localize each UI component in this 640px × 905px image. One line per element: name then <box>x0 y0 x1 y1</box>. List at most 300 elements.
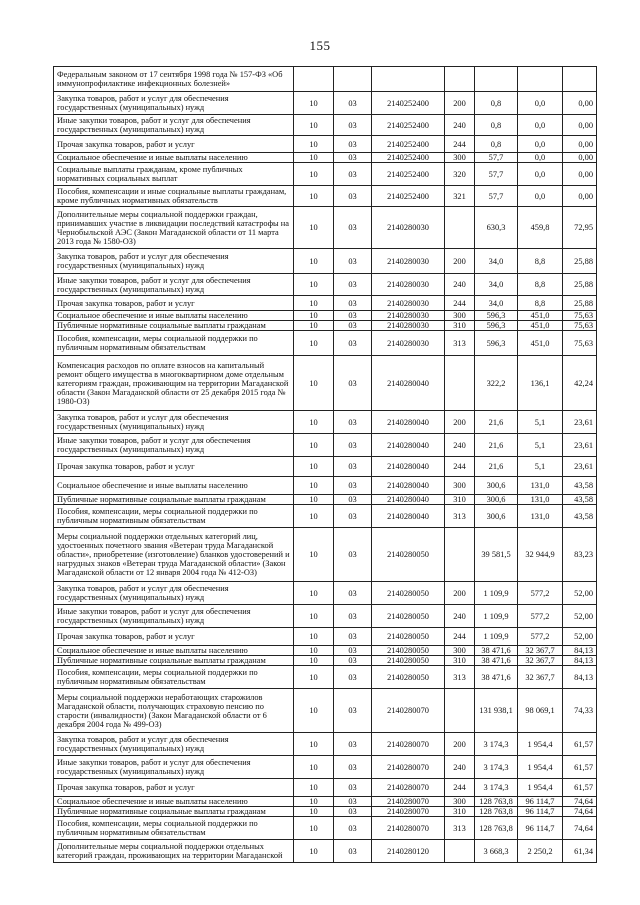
subsection-code-cell: 03 <box>334 756 372 779</box>
actual-amount-cell: 96 114,7 <box>518 807 563 817</box>
subsection-code-cell: 03 <box>334 505 372 528</box>
actual-amount-cell: 0,0 <box>518 136 563 153</box>
table-row <box>54 797 597 807</box>
actual-amount-cell: 5,1 <box>518 434 563 457</box>
execution-percent-cell: 0,00 <box>563 115 597 136</box>
planned-amount-cell: 38 471,6 <box>475 656 518 666</box>
execution-percent-cell: 61,57 <box>563 779 597 797</box>
execution-percent-cell: 25,88 <box>563 274 597 296</box>
expense-name-cell: Закупка товаров, работ и услуг для обеспечения государственных (муниципальных) нужд <box>54 92 294 115</box>
expense-name-cell: Иные закупки товаров, работ и услуг для обеспечения государственных (муниципальных) нужд <box>54 274 294 296</box>
planned-amount-cell: 322,2 <box>475 356 518 411</box>
subsection-code-cell: 03 <box>334 797 372 807</box>
actual-amount-cell: 1 954,4 <box>518 756 563 779</box>
table-row <box>54 207 597 249</box>
expense-type-code-cell: 300 <box>445 153 475 163</box>
execution-percent-cell: 61,57 <box>563 756 597 779</box>
subsection-code-cell: 03 <box>334 457 372 477</box>
section-code-cell: 10 <box>294 689 334 733</box>
subsection-code-cell: 03 <box>334 411 372 434</box>
expense-name-cell: Пособия, компенсации, меры социальной поддержки по публичным нормативным обязательствам <box>54 666 294 689</box>
planned-amount-cell: 38 471,6 <box>475 646 518 656</box>
target-article-code-cell: 2140280040 <box>372 505 445 528</box>
actual-amount-cell: 136,1 <box>518 356 563 411</box>
actual-amount-cell: 8,8 <box>518 296 563 311</box>
subsection-code-cell: 03 <box>334 207 372 249</box>
table-row <box>54 646 597 656</box>
expense-type-code-cell: 240 <box>445 605 475 628</box>
execution-percent-cell: 74,64 <box>563 797 597 807</box>
planned-amount-cell: 1 109,9 <box>475 605 518 628</box>
section-code-cell: 10 <box>294 411 334 434</box>
planned-amount-cell: 3 174,3 <box>475 733 518 756</box>
planned-amount-cell: 3 668,3 <box>475 840 518 863</box>
expense-name-cell: Публичные нормативные социальные выплаты гражданам <box>54 807 294 817</box>
expense-type-code-cell <box>445 207 475 249</box>
table-row <box>54 779 597 797</box>
expense-type-code-cell: 240 <box>445 115 475 136</box>
subsection-code-cell: 03 <box>334 296 372 311</box>
section-code-cell: 10 <box>294 666 334 689</box>
target-article-code-cell: 2140280030 <box>372 274 445 296</box>
expense-type-code-cell: 310 <box>445 807 475 817</box>
table-row <box>54 528 597 582</box>
section-code-cell: 10 <box>294 434 334 457</box>
table-row <box>54 582 597 605</box>
planned-amount-cell: 300,6 <box>475 477 518 495</box>
execution-percent-cell: 75,63 <box>563 331 597 356</box>
execution-percent-cell: 23,61 <box>563 411 597 434</box>
execution-percent-cell: 84,13 <box>563 656 597 666</box>
target-article-code-cell: 2140280030 <box>372 331 445 356</box>
section-code-cell: 10 <box>294 457 334 477</box>
actual-amount-cell: 451,0 <box>518 311 563 321</box>
subsection-code-cell: 03 <box>334 689 372 733</box>
expense-type-code-cell <box>445 528 475 582</box>
subsection-code-cell: 03 <box>334 115 372 136</box>
target-article-code-cell: 2140280070 <box>372 689 445 733</box>
subsection-code-cell: 03 <box>334 528 372 582</box>
expense-type-code-cell: 313 <box>445 817 475 840</box>
actual-amount-cell: 577,2 <box>518 628 563 646</box>
table-row <box>54 807 597 817</box>
table-row <box>54 495 597 505</box>
expense-type-code-cell: 240 <box>445 434 475 457</box>
section-code-cell: 10 <box>294 163 334 186</box>
table-row <box>54 92 597 115</box>
target-article-code-cell: 2140280040 <box>372 356 445 411</box>
execution-percent-cell: 74,33 <box>563 689 597 733</box>
planned-amount-cell: 34,0 <box>475 249 518 274</box>
expense-type-code-cell: 200 <box>445 411 475 434</box>
expense-type-code-cell <box>445 689 475 733</box>
subsection-code-cell: 03 <box>334 656 372 666</box>
expense-name-cell: Прочая закупка товаров, работ и услуг <box>54 457 294 477</box>
section-code-cell: 10 <box>294 656 334 666</box>
section-code-cell: 10 <box>294 733 334 756</box>
actual-amount-cell: 131,0 <box>518 505 563 528</box>
planned-amount-cell: 57,7 <box>475 186 518 207</box>
target-article-code-cell: 2140280040 <box>372 477 445 495</box>
expense-name-cell: Иные закупки товаров, работ и услуг для обеспечения государственных (муниципальных) нужд <box>54 115 294 136</box>
execution-percent-cell: 74,64 <box>563 817 597 840</box>
target-article-code-cell: 2140280070 <box>372 733 445 756</box>
planned-amount-cell: 38 471,6 <box>475 666 518 689</box>
target-article-code-cell: 2140280040 <box>372 457 445 477</box>
target-article-code-cell: 2140280070 <box>372 779 445 797</box>
subsection-code-cell: 03 <box>334 477 372 495</box>
target-article-code-cell: 2140280030 <box>372 207 445 249</box>
table-row <box>54 249 597 274</box>
table-row <box>54 817 597 840</box>
target-article-code-cell: 2140280050 <box>372 582 445 605</box>
execution-percent-cell: 25,88 <box>563 296 597 311</box>
table-row <box>54 605 597 628</box>
target-article-code-cell: 2140280040 <box>372 411 445 434</box>
expense-name-cell: Социальное обеспечение и иные выплаты населению <box>54 153 294 163</box>
expense-name-cell: Иные закупки товаров, работ и услуг для обеспечения государственных (муниципальных) нужд <box>54 605 294 628</box>
table-row <box>54 136 597 153</box>
expense-type-code-cell: 310 <box>445 321 475 331</box>
section-code-cell: 10 <box>294 817 334 840</box>
actual-amount-cell: 96 114,7 <box>518 817 563 840</box>
subsection-code-cell: 03 <box>334 311 372 321</box>
expense-name-cell: Пособия, компенсации и иные социальные выплаты гражданам, кроме публичных нормативных обязательств <box>54 186 294 207</box>
expense-type-code-cell: 244 <box>445 136 475 153</box>
table-row <box>54 505 597 528</box>
subsection-code-cell: 03 <box>334 605 372 628</box>
section-code-cell: 10 <box>294 756 334 779</box>
planned-amount-cell <box>475 67 518 92</box>
expense-name-cell: Публичные нормативные социальные выплаты гражданам <box>54 656 294 666</box>
section-code-cell: 10 <box>294 186 334 207</box>
section-code-cell: 10 <box>294 274 334 296</box>
target-article-code-cell: 2140280070 <box>372 807 445 817</box>
subsection-code-cell: 03 <box>334 733 372 756</box>
section-code-cell: 10 <box>294 331 334 356</box>
table-row <box>54 434 597 457</box>
section-code-cell: 10 <box>294 115 334 136</box>
expense-name-cell: Меры социальной поддержки отдельных категорий лиц, удостоенных почетного звания «Ветеран труда Магаданской области», приобретение (изготовление) бланков удостоверений и нагрудных знаков «Ветеран труда Магаданской области» (Закон Магаданской области от 12 января 2004 года № 412-ОЗ) <box>54 528 294 582</box>
execution-percent-cell: 25,88 <box>563 249 597 274</box>
target-article-code-cell: 2140280040 <box>372 495 445 505</box>
execution-percent-cell: 43,58 <box>563 495 597 505</box>
expense-type-code-cell: 200 <box>445 92 475 115</box>
expense-name-cell: Социальные выплаты гражданам, кроме публичных нормативных социальных выплат <box>54 163 294 186</box>
section-code-cell: 10 <box>294 153 334 163</box>
expense-type-code-cell: 300 <box>445 797 475 807</box>
target-article-code-cell: 2140252400 <box>372 163 445 186</box>
subsection-code-cell: 03 <box>334 779 372 797</box>
expense-type-code-cell: 200 <box>445 733 475 756</box>
actual-amount-cell: 131,0 <box>518 495 563 505</box>
target-article-code-cell: 2140280070 <box>372 797 445 807</box>
actual-amount-cell: 8,8 <box>518 249 563 274</box>
expense-type-code-cell: 244 <box>445 457 475 477</box>
planned-amount-cell: 21,6 <box>475 411 518 434</box>
section-code-cell: 10 <box>294 249 334 274</box>
target-article-code-cell: 2140280040 <box>372 434 445 457</box>
planned-amount-cell: 57,7 <box>475 163 518 186</box>
expense-name-cell: Прочая закупка товаров, работ и услуг <box>54 779 294 797</box>
execution-percent-cell: 0,00 <box>563 153 597 163</box>
subsection-code-cell: 03 <box>334 136 372 153</box>
execution-percent-cell: 23,61 <box>563 457 597 477</box>
execution-percent-cell: 52,00 <box>563 628 597 646</box>
section-code-cell: 10 <box>294 582 334 605</box>
section-code-cell: 10 <box>294 477 334 495</box>
expense-name-cell: Иные закупки товаров, работ и услуг для обеспечения государственных (муниципальных) нужд <box>54 434 294 457</box>
expense-name-cell: Пособия, компенсации, меры социальной поддержки по публичным нормативным обязательствам <box>54 331 294 356</box>
expense-type-code-cell: 310 <box>445 656 475 666</box>
expense-name-cell: Социальное обеспечение и иные выплаты населению <box>54 311 294 321</box>
actual-amount-cell: 0,0 <box>518 163 563 186</box>
actual-amount-cell: 32 367,7 <box>518 646 563 656</box>
table-row <box>54 296 597 311</box>
target-article-code-cell: 2140280030 <box>372 321 445 331</box>
expense-name-cell: Прочая закупка товаров, работ и услуг <box>54 136 294 153</box>
section-code-cell: 10 <box>294 807 334 817</box>
subsection-code-cell: 03 <box>334 646 372 656</box>
planned-amount-cell: 300,6 <box>475 505 518 528</box>
target-article-code-cell: 2140280050 <box>372 656 445 666</box>
section-code-cell: 10 <box>294 296 334 311</box>
subsection-code-cell: 03 <box>334 356 372 411</box>
expense-name-cell: Компенсация расходов по оплате взносов на капитальный ремонт общего имущества в многоквартирном доме отдельным категориям граждан, проживающим на территории Магаданской области (Закон Магаданской области от 25 декабря 2015 года № 1980-ОЗ) <box>54 356 294 411</box>
table-row <box>54 628 597 646</box>
expense-type-code-cell: 300 <box>445 646 475 656</box>
target-article-code-cell: 2140280050 <box>372 666 445 689</box>
section-code-cell: 10 <box>294 840 334 863</box>
table-row <box>54 163 597 186</box>
expense-type-code-cell: 244 <box>445 296 475 311</box>
target-article-code-cell: 2140280050 <box>372 646 445 656</box>
expense-type-code-cell: 200 <box>445 249 475 274</box>
section-code-cell: 10 <box>294 311 334 321</box>
expense-type-code-cell: 240 <box>445 756 475 779</box>
target-article-code-cell: 2140252400 <box>372 136 445 153</box>
execution-percent-cell: 43,58 <box>563 505 597 528</box>
page-number: 155 <box>309 38 331 53</box>
planned-amount-cell: 39 581,5 <box>475 528 518 582</box>
expense-type-code-cell: 300 <box>445 477 475 495</box>
target-article-code-cell: 2140280120 <box>372 840 445 863</box>
expense-name-cell: Дополнительные меры социальной поддержки отдельных категорий граждан, проживающих на территории Магаданской <box>54 840 294 863</box>
actual-amount-cell <box>518 67 563 92</box>
target-article-code-cell: 2140252400 <box>372 92 445 115</box>
actual-amount-cell: 32 367,7 <box>518 666 563 689</box>
target-article-code-cell: 2140252400 <box>372 153 445 163</box>
section-code-cell: 10 <box>294 321 334 331</box>
actual-amount-cell: 1 954,4 <box>518 733 563 756</box>
expense-name-cell: Публичные нормативные социальные выплаты гражданам <box>54 321 294 331</box>
actual-amount-cell: 1 954,4 <box>518 779 563 797</box>
actual-amount-cell: 459,8 <box>518 207 563 249</box>
execution-percent-cell: 74,64 <box>563 807 597 817</box>
target-article-code-cell: 2140280070 <box>372 756 445 779</box>
target-article-code-cell: 2140280050 <box>372 605 445 628</box>
planned-amount-cell: 3 174,3 <box>475 756 518 779</box>
expense-type-code-cell: 313 <box>445 505 475 528</box>
expense-type-code-cell: 320 <box>445 163 475 186</box>
actual-amount-cell: 0,0 <box>518 186 563 207</box>
table-row <box>54 756 597 779</box>
expense-name-cell: Закупка товаров, работ и услуг для обеспечения государственных (муниципальных) нужд <box>54 249 294 274</box>
planned-amount-cell: 596,3 <box>475 331 518 356</box>
expense-type-code-cell: 200 <box>445 582 475 605</box>
target-article-code-cell: 2140280030 <box>372 296 445 311</box>
target-article-code-cell: 2140280030 <box>372 311 445 321</box>
table-row <box>54 411 597 434</box>
expense-name-cell: Публичные нормативные социальные выплаты гражданам <box>54 495 294 505</box>
subsection-code-cell <box>334 67 372 92</box>
actual-amount-cell: 8,8 <box>518 274 563 296</box>
planned-amount-cell: 1 109,9 <box>475 628 518 646</box>
actual-amount-cell: 32 944,9 <box>518 528 563 582</box>
execution-percent-cell: 52,00 <box>563 605 597 628</box>
subsection-code-cell: 03 <box>334 92 372 115</box>
target-article-code-cell: 2140280050 <box>372 528 445 582</box>
subsection-code-cell: 03 <box>334 249 372 274</box>
actual-amount-cell: 131,0 <box>518 477 563 495</box>
section-code-cell: 10 <box>294 505 334 528</box>
planned-amount-cell: 596,3 <box>475 321 518 331</box>
planned-amount-cell: 0,8 <box>475 115 518 136</box>
subsection-code-cell: 03 <box>334 274 372 296</box>
table-row <box>54 311 597 321</box>
planned-amount-cell: 596,3 <box>475 311 518 321</box>
planned-amount-cell: 300,6 <box>475 495 518 505</box>
expense-name-cell: Социальное обеспечение и иные выплаты населению <box>54 646 294 656</box>
subsection-code-cell: 03 <box>334 628 372 646</box>
expense-type-code-cell: 244 <box>445 779 475 797</box>
execution-percent-cell: 84,13 <box>563 646 597 656</box>
section-code-cell <box>294 67 334 92</box>
execution-percent-cell: 75,63 <box>563 311 597 321</box>
section-code-cell: 10 <box>294 779 334 797</box>
actual-amount-cell: 2 250,2 <box>518 840 563 863</box>
execution-percent-cell <box>563 67 597 92</box>
execution-percent-cell: 0,00 <box>563 136 597 153</box>
planned-amount-cell: 128 763,8 <box>475 807 518 817</box>
expense-type-code-cell: 313 <box>445 666 475 689</box>
planned-amount-cell: 128 763,8 <box>475 817 518 840</box>
section-code-cell: 10 <box>294 136 334 153</box>
planned-amount-cell: 1 109,9 <box>475 582 518 605</box>
expense-name-cell: Закупка товаров, работ и услуг для обеспечения государственных (муниципальных) нужд <box>54 411 294 434</box>
actual-amount-cell: 0,0 <box>518 153 563 163</box>
planned-amount-cell: 21,6 <box>475 457 518 477</box>
execution-percent-cell: 61,57 <box>563 733 597 756</box>
target-article-code-cell: 2140252400 <box>372 186 445 207</box>
expense-name-cell: Дополнительные меры социальной поддержки граждан, принимавших участие в ликвидации последствий катастрофы на Чернобыльской АЭС (Закон Магаданской области от 11 марта 2013 года № 1580-ОЗ) <box>54 207 294 249</box>
target-article-code-cell <box>372 67 445 92</box>
actual-amount-cell: 451,0 <box>518 331 563 356</box>
table-row <box>54 67 597 92</box>
actual-amount-cell: 451,0 <box>518 321 563 331</box>
subsection-code-cell: 03 <box>334 331 372 356</box>
planned-amount-cell: 630,3 <box>475 207 518 249</box>
table-row <box>54 666 597 689</box>
planned-amount-cell: 0,8 <box>475 92 518 115</box>
table-row <box>54 477 597 495</box>
subsection-code-cell: 03 <box>334 817 372 840</box>
planned-amount-cell: 0,8 <box>475 136 518 153</box>
execution-percent-cell: 42,24 <box>563 356 597 411</box>
table-row <box>54 321 597 331</box>
planned-amount-cell: 34,0 <box>475 296 518 311</box>
execution-percent-cell: 43,58 <box>563 477 597 495</box>
expense-type-code-cell: 240 <box>445 274 475 296</box>
subsection-code-cell: 03 <box>334 807 372 817</box>
execution-percent-cell: 83,23 <box>563 528 597 582</box>
expense-name-cell: Прочая закупка товаров, работ и услуг <box>54 628 294 646</box>
table-row <box>54 356 597 411</box>
expense-name-cell: Прочая закупка товаров, работ и услуг <box>54 296 294 311</box>
planned-amount-cell: 57,7 <box>475 153 518 163</box>
table-row <box>54 656 597 666</box>
expense-name-cell: Пособия, компенсации, меры социальной поддержки по публичным нормативным обязательствам <box>54 817 294 840</box>
expense-name-cell: Социальное обеспечение и иные выплаты населению <box>54 477 294 495</box>
actual-amount-cell: 0,0 <box>518 92 563 115</box>
actual-amount-cell: 98 069,1 <box>518 689 563 733</box>
expense-type-code-cell: 310 <box>445 495 475 505</box>
section-code-cell: 10 <box>294 797 334 807</box>
section-code-cell: 10 <box>294 207 334 249</box>
execution-percent-cell: 75,63 <box>563 321 597 331</box>
target-article-code-cell: 2140252400 <box>372 115 445 136</box>
target-article-code-cell: 2140280030 <box>372 249 445 274</box>
execution-percent-cell: 0,00 <box>563 163 597 186</box>
subsection-code-cell: 03 <box>334 666 372 689</box>
table-row <box>54 331 597 356</box>
expense-type-code-cell: 313 <box>445 331 475 356</box>
expense-type-code-cell: 300 <box>445 311 475 321</box>
planned-amount-cell: 21,6 <box>475 434 518 457</box>
planned-amount-cell: 3 174,3 <box>475 779 518 797</box>
subsection-code-cell: 03 <box>334 321 372 331</box>
subsection-code-cell: 03 <box>334 434 372 457</box>
expense-name-cell: Закупка товаров, работ и услуг для обеспечения государственных (муниципальных) нужд <box>54 582 294 605</box>
table-row <box>54 840 597 863</box>
actual-amount-cell: 32 367,7 <box>518 656 563 666</box>
table-row <box>54 733 597 756</box>
actual-amount-cell: 5,1 <box>518 457 563 477</box>
subsection-code-cell: 03 <box>334 495 372 505</box>
expense-type-code-cell <box>445 67 475 92</box>
subsection-code-cell: 03 <box>334 163 372 186</box>
expense-name-cell: Пособия, компенсации, меры социальной поддержки по публичным нормативным обязательствам <box>54 505 294 528</box>
expense-name-cell: Меры социальной поддержки неработающих старожилов Магаданской области, получающих страховую пенсию по старости (инвалидности) (Закон Магаданской области от 6 декабря 2004 года № 499-ОЗ) <box>54 689 294 733</box>
execution-percent-cell: 61,34 <box>563 840 597 863</box>
execution-percent-cell: 0,00 <box>563 92 597 115</box>
table-row <box>54 186 597 207</box>
execution-percent-cell: 23,61 <box>563 434 597 457</box>
section-code-cell: 10 <box>294 356 334 411</box>
execution-percent-cell: 52,00 <box>563 582 597 605</box>
target-article-code-cell: 2140280050 <box>372 628 445 646</box>
planned-amount-cell: 128 763,8 <box>475 797 518 807</box>
actual-amount-cell: 96 114,7 <box>518 797 563 807</box>
expense-type-code-cell: 321 <box>445 186 475 207</box>
table-row <box>54 153 597 163</box>
budget-table <box>53 66 597 863</box>
expense-name-cell: Закупка товаров, работ и услуг для обеспечения государственных (муниципальных) нужд <box>54 733 294 756</box>
section-code-cell: 10 <box>294 605 334 628</box>
planned-amount-cell: 34,0 <box>475 274 518 296</box>
actual-amount-cell: 577,2 <box>518 582 563 605</box>
subsection-code-cell: 03 <box>334 153 372 163</box>
